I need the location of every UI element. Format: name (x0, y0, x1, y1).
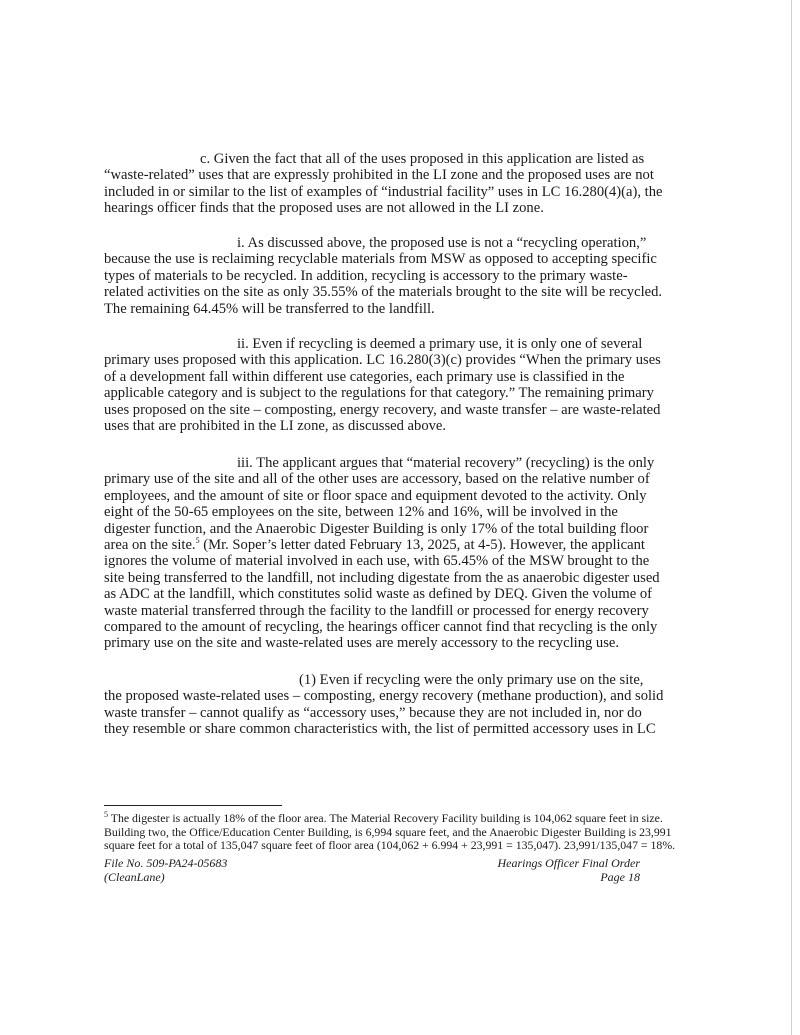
scan-page-edge (791, 0, 792, 1035)
footer-order-title: Hearings Officer Final Order (497, 856, 640, 870)
paragraph-i: i. As discussed above, the proposed use is not a “recycling operation,” because the use is reclaiming recyclable materials from MSW as opposed to accepting specific types of materials to be recycled. In addition, recycling is accessory to the primary waste-related activities on the site as only 35.55% of the materials brought to the site will be recycled. The remaining 64.45% will be transferred to the landfill. (104, 235, 663, 317)
footnote-text: The digester is actually 18% of the floor area. The Material Recovery Facility building is 104,062 square feet in size. Building two, the Office/Education Center Building, is 6,994 square feet, and the Anaerobic Digester Building is 23,991 square feet for a total of 135,047 square feet of floor area (104,062 + 6.994 + 23,991 = 135,047). 23,991/135,047 = 18%. (104, 811, 676, 853)
footer-applicant: (CleanLane) (104, 870, 165, 884)
paragraph-ii: ii. Even if recycling is deemed a primary use, it is only one of several primary uses proposed with this application. LC 16.280(3)(c) provides “When the primary uses of a development fall within different use categories, each primary use is classified in the applicable category and is subject to the regulations for that category.” The remaining primary uses proposed on the site – composting, energy recovery, and waste transfer – are waste-related uses that are prohibited in the LI zone, as discussed above. (104, 336, 661, 435)
footer-order-info (497, 856, 640, 884)
footer-page-number: Page 18 (600, 870, 640, 884)
footnote-number: 5 (104, 810, 108, 820)
footer-file-number: File No. 509-PA24-05683 (104, 856, 228, 870)
footnote-reference: 5 (195, 536, 200, 546)
footnote-5 (104, 812, 676, 853)
paragraph-iii (104, 455, 664, 652)
paragraph-iii-text-a: iii. The applicant argues that “material recovery” (recycling) is the only primary use of the site and all of the other uses are accessory, based on the relative number of employees, and the amount of site or floor space and equipment devoted to the activity. Only eight of the 50-65 employees on the site, between 12% and 16%, will be involved in the digester function, and the Anaerobic Digester Building is only 17% of the total building floor area on the site. (104, 455, 655, 554)
footer-file-info (104, 856, 227, 884)
footnote-divider (104, 805, 282, 806)
paragraph-c: c. Given the fact that all of the uses proposed in this application are listed as “waste-related” uses that are expressly prohibited in the LI zone and the proposed uses are not included in or similar to the list of examples of “industrial facility” uses in LC 16.280(4)(a), the hearings officer finds that the proposed uses are not allowed in the LI zone. (104, 151, 663, 217)
paragraph-1: (1) Even if recycling were the only primary use on the site, the proposed waste-related uses – composting, energy recovery (methane production), and solid waste transfer – cannot qualify as “accessory uses,” because they are not included in, nor do they resemble or share common characteristics with, the list of permitted accessory uses in LC (104, 672, 664, 738)
paragraph-iii-text-b: (Mr. Soper’s letter dated February 13, 2025, at 4-5). However, the applicant ignores the volume of material involved in each use, with 65.45% of the MSW brought to the site being transferred to the landfill, not including digestate from the as anaerobic digester used as ADC at the landfill, which constitutes solid waste as defined by DEQ. Given the volume of waste material transferred through the facility to the landfill or processed for energy recovery compared to the amount of recycling, the hearings officer cannot find that recycling is the only primary use on the site and waste-related uses are merely accessory to the recycling use. (104, 537, 660, 652)
